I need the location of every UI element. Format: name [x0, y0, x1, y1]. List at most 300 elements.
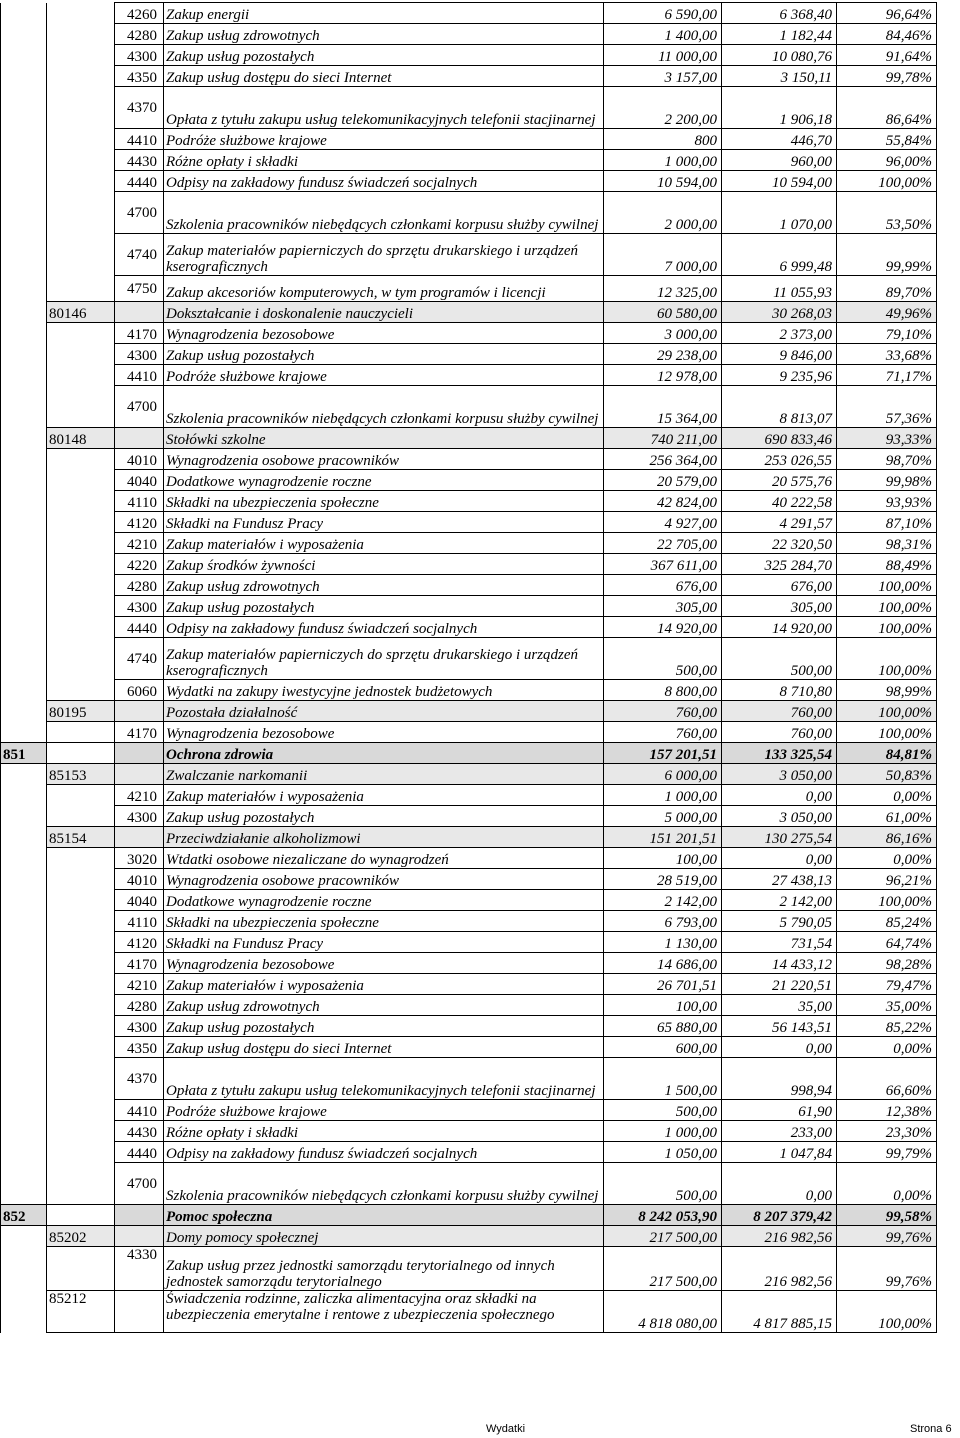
execution-value: 1 047,84	[722, 1142, 837, 1163]
empty-cell	[47, 470, 115, 491]
percent-value: 0,00%	[837, 1037, 937, 1058]
execution-value: 960,00	[722, 150, 837, 171]
execution-value: 14 433,12	[722, 953, 837, 974]
percent-value: 99,76%	[837, 1226, 937, 1247]
row-description: Zakup materiałów papierniczych do sprzętu drukarskiego i urządzeń kserograficznych	[164, 234, 604, 276]
plan-value: 1 400,00	[604, 24, 722, 45]
execution-value: 133 325,54	[722, 743, 837, 764]
execution-value: 9 846,00	[722, 344, 837, 365]
table-row	[1, 1100, 937, 1121]
execution-value: 8 710,80	[722, 680, 837, 701]
dzial-code: 852	[1, 1205, 47, 1226]
percent-value: 99,76%	[837, 1247, 937, 1291]
empty-cell	[1, 554, 47, 575]
row-description: Zakup usług zdrowotnych	[164, 995, 604, 1016]
percent-value: 64,74%	[837, 932, 937, 953]
empty-cell	[1, 1058, 47, 1100]
row-description: Przeciwdziałanie alkoholizmowi	[164, 827, 604, 848]
percent-value: 35,00%	[837, 995, 937, 1016]
paragraf-code: 4370	[115, 1058, 164, 1100]
table-row	[1, 764, 937, 785]
paragraf-code: 4430	[115, 150, 164, 171]
row-description: Opłata z tytułu zakupu usług telekomunikacyjnych telefonii stacjinarnej	[164, 1058, 604, 1100]
row-description: Zakup materiałów i wyposażenia	[164, 974, 604, 995]
paragraf-code: 4740	[115, 638, 164, 680]
empty-cell	[47, 911, 115, 932]
empty-cell	[115, 428, 164, 449]
empty-cell	[1, 638, 47, 680]
paragraf-code: 4700	[115, 1163, 164, 1205]
execution-value: 305,00	[722, 596, 837, 617]
empty-cell	[47, 554, 115, 575]
execution-value: 760,00	[722, 722, 837, 743]
empty-cell	[47, 323, 115, 344]
plan-value: 29 238,00	[604, 344, 722, 365]
row-description: Szkolenia pracowników niebędących członkami korpusu służby cywilnej	[164, 192, 604, 234]
paragraf-code: 4110	[115, 911, 164, 932]
row-description: Składki na Fundusz Pracy	[164, 932, 604, 953]
empty-cell	[115, 302, 164, 323]
percent-value: 91,64%	[837, 45, 937, 66]
plan-value: 3 157,00	[604, 66, 722, 87]
empty-cell	[115, 827, 164, 848]
percent-value: 99,98%	[837, 470, 937, 491]
page-footer	[0, 1423, 960, 1438]
percent-value: 84,46%	[837, 24, 937, 45]
row-description: Zakup usług zdrowotnych	[164, 575, 604, 596]
execution-value: 3 050,00	[722, 806, 837, 827]
execution-value: 10 080,76	[722, 45, 837, 66]
row-description: Świadczenia rodzinne, zaliczka alimentacyjna oraz składki na ubezpieczenia emerytalne i rentowe z ubezpieczenia społecznego	[164, 1291, 604, 1333]
execution-value: 760,00	[722, 701, 837, 722]
execution-value: 0,00	[722, 1163, 837, 1205]
percent-value: 100,00%	[837, 171, 937, 192]
execution-value: 27 438,13	[722, 869, 837, 890]
plan-value: 65 880,00	[604, 1016, 722, 1037]
row-description: Zakup usług pozostałych	[164, 45, 604, 66]
percent-value: 57,36%	[837, 386, 937, 428]
execution-value: 8 207 379,42	[722, 1205, 837, 1226]
plan-value: 151 201,51	[604, 827, 722, 848]
empty-cell	[1, 575, 47, 596]
execution-value: 10 594,00	[722, 171, 837, 192]
percent-value: 50,83%	[837, 764, 937, 785]
empty-cell	[47, 533, 115, 554]
empty-cell	[115, 1291, 164, 1333]
plan-value: 60 580,00	[604, 302, 722, 323]
empty-cell	[47, 24, 115, 45]
row-description: Pozostała działalność	[164, 701, 604, 722]
execution-value: 3 150,11	[722, 66, 837, 87]
execution-value: 731,54	[722, 932, 837, 953]
plan-value: 14 920,00	[604, 617, 722, 638]
empty-cell	[1, 1226, 47, 1247]
execution-value: 35,00	[722, 995, 837, 1016]
row-description: Wynagrodzenia osobowe pracowników	[164, 449, 604, 470]
row-description: Dodatkowe wynagrodzenie roczne	[164, 890, 604, 911]
percent-value: 100,00%	[837, 617, 937, 638]
percent-value: 100,00%	[837, 1291, 937, 1333]
plan-value: 1 050,00	[604, 1142, 722, 1163]
row-description: Podróże służbowe krajowe	[164, 1100, 604, 1121]
table-row	[1, 386, 937, 428]
percent-value: 96,21%	[837, 869, 937, 890]
execution-value: 6 368,40	[722, 3, 837, 24]
execution-value: 6 999,48	[722, 234, 837, 276]
execution-value: 4 291,57	[722, 512, 837, 533]
execution-value: 20 575,76	[722, 470, 837, 491]
plan-value: 1 000,00	[604, 785, 722, 806]
empty-cell	[1, 470, 47, 491]
percent-value: 100,00%	[837, 596, 937, 617]
sheet-name: Wydatki	[486, 1423, 526, 1435]
row-description: Zakup usług pozostałych	[164, 344, 604, 365]
table-row	[1, 932, 937, 953]
plan-value: 4 818 080,00	[604, 1291, 722, 1333]
empty-cell	[47, 344, 115, 365]
empty-cell	[1, 45, 47, 66]
empty-cell	[1, 386, 47, 428]
empty-cell	[1, 323, 47, 344]
percent-value: 98,28%	[837, 953, 937, 974]
percent-value: 93,93%	[837, 491, 937, 512]
table-row	[1, 806, 937, 827]
percent-value: 93,33%	[837, 428, 937, 449]
empty-cell	[1, 1037, 47, 1058]
empty-cell	[47, 575, 115, 596]
execution-value: 0,00	[722, 1037, 837, 1058]
row-description: Wtdatki osobowe niezaliczane do wynagrodzeń	[164, 848, 604, 869]
plan-value: 256 364,00	[604, 449, 722, 470]
percent-value: 88,49%	[837, 554, 937, 575]
table-row	[1, 596, 937, 617]
paragraf-code: 4330	[115, 1247, 164, 1291]
row-description: Pomoc społeczna	[164, 1205, 604, 1226]
table-row	[1, 1016, 937, 1037]
empty-cell	[1, 491, 47, 512]
empty-cell	[47, 1058, 115, 1100]
empty-cell	[1, 449, 47, 470]
empty-cell	[1, 3, 47, 24]
table-row	[1, 1226, 937, 1247]
execution-value: 446,70	[722, 129, 837, 150]
table-row	[1, 827, 937, 848]
plan-value: 7 000,00	[604, 234, 722, 276]
empty-cell	[1, 276, 47, 302]
row-description: Różne opłaty i składki	[164, 150, 604, 171]
empty-cell	[47, 192, 115, 234]
empty-cell	[1, 911, 47, 932]
empty-cell	[1, 995, 47, 1016]
row-description: Zakup energii	[164, 3, 604, 24]
table-row	[1, 995, 937, 1016]
table-row	[1, 575, 937, 596]
percent-value: 98,70%	[837, 449, 937, 470]
execution-value: 0,00	[722, 785, 837, 806]
row-description: Zakup materiałów papierniczych do sprzętu drukarskiego i urządzeń kserograficznych	[164, 638, 604, 680]
execution-value: 1 070,00	[722, 192, 837, 234]
execution-value: 500,00	[722, 638, 837, 680]
empty-cell	[47, 449, 115, 470]
table-row	[1, 45, 937, 66]
table-row	[1, 848, 937, 869]
percent-value: 23,30%	[837, 1121, 937, 1142]
empty-cell	[1, 869, 47, 890]
plan-value: 15 364,00	[604, 386, 722, 428]
paragraf-code: 4170	[115, 323, 164, 344]
table-row	[1, 1058, 937, 1100]
page-number: Strona 6	[910, 1423, 952, 1435]
percent-value: 96,00%	[837, 150, 937, 171]
plan-value: 500,00	[604, 1163, 722, 1205]
empty-cell	[47, 276, 115, 302]
empty-cell	[1, 302, 47, 323]
plan-value: 500,00	[604, 1100, 722, 1121]
empty-cell	[1, 722, 47, 743]
execution-value: 1 906,18	[722, 87, 837, 129]
plan-value: 20 579,00	[604, 470, 722, 491]
plan-value: 4 927,00	[604, 512, 722, 533]
percent-value: 71,17%	[837, 365, 937, 386]
empty-cell	[47, 1100, 115, 1121]
table-row	[1, 234, 937, 276]
plan-value: 14 686,00	[604, 953, 722, 974]
table-row	[1, 302, 937, 323]
row-description: Składki na Fundusz Pracy	[164, 512, 604, 533]
rozdzial-code: 85212	[47, 1291, 115, 1333]
empty-cell	[47, 1142, 115, 1163]
table-row	[1, 890, 937, 911]
table-row	[1, 344, 937, 365]
empty-cell	[1, 680, 47, 701]
table-row	[1, 722, 937, 743]
paragraf-code: 4210	[115, 533, 164, 554]
row-description: Podróże służbowe krajowe	[164, 365, 604, 386]
percent-value: 100,00%	[837, 638, 937, 680]
row-description: Odpisy na zakładowy fundusz świadczeń socjalnych	[164, 1142, 604, 1163]
percent-value: 100,00%	[837, 722, 937, 743]
row-description: Zakup akcesoriów komputerowych, w tym programów i licencji	[164, 276, 604, 302]
percent-value: 89,70%	[837, 276, 937, 302]
row-description: Szkolenia pracowników niebędących członkami korpusu służby cywilnej	[164, 386, 604, 428]
empty-cell	[1, 533, 47, 554]
empty-cell	[1, 66, 47, 87]
plan-value: 1 000,00	[604, 150, 722, 171]
table-row	[1, 533, 937, 554]
percent-value: 49,96%	[837, 302, 937, 323]
plan-value: 760,00	[604, 701, 722, 722]
empty-cell	[47, 722, 115, 743]
row-description: Wynagrodzenia bezosobowe	[164, 722, 604, 743]
percent-value: 86,64%	[837, 87, 937, 129]
percent-value: 0,00%	[837, 785, 937, 806]
table-row	[1, 1037, 937, 1058]
paragraf-code: 4210	[115, 785, 164, 806]
paragraf-code: 4280	[115, 24, 164, 45]
empty-cell	[1, 617, 47, 638]
table-row	[1, 24, 937, 45]
row-description: Zakup materiałów i wyposażenia	[164, 533, 604, 554]
empty-cell	[1, 87, 47, 129]
row-description: Domy pomocy społecznej	[164, 1226, 604, 1247]
execution-value: 5 790,05	[722, 911, 837, 932]
empty-cell	[1, 701, 47, 722]
empty-cell	[47, 869, 115, 890]
plan-value: 367 611,00	[604, 554, 722, 575]
empty-cell	[1, 1121, 47, 1142]
execution-value: 233,00	[722, 1121, 837, 1142]
paragraf-code: 4410	[115, 129, 164, 150]
empty-cell	[47, 1037, 115, 1058]
paragraf-code: 4430	[115, 1121, 164, 1142]
execution-value: 216 982,56	[722, 1247, 837, 1291]
plan-value: 217 500,00	[604, 1247, 722, 1291]
plan-value: 28 519,00	[604, 869, 722, 890]
empty-cell	[47, 1163, 115, 1205]
plan-value: 1 500,00	[604, 1058, 722, 1100]
plan-value: 305,00	[604, 596, 722, 617]
empty-cell	[1, 932, 47, 953]
paragraf-code: 4010	[115, 869, 164, 890]
empty-cell	[1, 428, 47, 449]
percent-value: 99,79%	[837, 1142, 937, 1163]
percent-value: 86,16%	[837, 827, 937, 848]
percent-value: 0,00%	[837, 1163, 937, 1205]
table-row	[1, 1247, 937, 1291]
table-row	[1, 491, 937, 512]
paragraf-code: 4300	[115, 596, 164, 617]
row-description: Zakup środków żywności	[164, 554, 604, 575]
execution-value: 2 142,00	[722, 890, 837, 911]
empty-cell	[47, 848, 115, 869]
row-description: Zakup usług dostępu do sieci Internet	[164, 66, 604, 87]
table-row	[1, 743, 937, 764]
empty-cell	[1, 192, 47, 234]
paragraf-code: 4220	[115, 554, 164, 575]
percent-value: 99,78%	[837, 66, 937, 87]
empty-cell	[115, 1226, 164, 1247]
row-description: Odpisy na zakładowy fundusz świadczeń socjalnych	[164, 171, 604, 192]
execution-value: 676,00	[722, 575, 837, 596]
empty-cell	[47, 617, 115, 638]
empty-cell	[47, 890, 115, 911]
rozdzial-code: 80195	[47, 701, 115, 722]
empty-cell	[115, 743, 164, 764]
empty-cell	[1, 150, 47, 171]
execution-value: 325 284,70	[722, 554, 837, 575]
row-description: Wynagrodzenia osobowe pracowników	[164, 869, 604, 890]
execution-value: 8 813,07	[722, 386, 837, 428]
rozdzial-code: 80146	[47, 302, 115, 323]
execution-value: 56 143,51	[722, 1016, 837, 1037]
row-description: Odpisy na zakładowy fundusz świadczeń socjalnych	[164, 617, 604, 638]
paragraf-code: 4120	[115, 512, 164, 533]
plan-value: 760,00	[604, 722, 722, 743]
empty-cell	[47, 491, 115, 512]
table-row	[1, 449, 937, 470]
row-description: Wydatki na zakupy iwestycyjne jednostek budżetowych	[164, 680, 604, 701]
empty-cell	[47, 386, 115, 428]
empty-cell	[47, 806, 115, 827]
percent-value: 96,64%	[837, 3, 937, 24]
row-description: Zakup usług przez jednostki samorządu terytorialnego od innych jednostek samorządu terytorialnego	[164, 1247, 604, 1291]
row-description: Stołówki szkolne	[164, 428, 604, 449]
plan-value: 3 000,00	[604, 323, 722, 344]
empty-cell	[47, 234, 115, 276]
empty-cell	[1, 974, 47, 995]
paragraf-code: 4350	[115, 1037, 164, 1058]
rozdzial-code: 85154	[47, 827, 115, 848]
plan-value: 2 000,00	[604, 192, 722, 234]
table-row	[1, 1121, 937, 1142]
table-row	[1, 365, 937, 386]
plan-value: 1 130,00	[604, 932, 722, 953]
paragraf-code: 4440	[115, 617, 164, 638]
percent-value: 33,68%	[837, 344, 937, 365]
percent-value: 84,81%	[837, 743, 937, 764]
execution-value: 0,00	[722, 848, 837, 869]
paragraf-code: 4370	[115, 87, 164, 129]
table-row	[1, 1291, 937, 1333]
empty-cell	[1, 1163, 47, 1205]
table-row	[1, 171, 937, 192]
paragraf-code: 4120	[115, 932, 164, 953]
execution-value: 21 220,51	[722, 974, 837, 995]
empty-cell	[47, 1016, 115, 1037]
table-row	[1, 87, 937, 129]
table-row	[1, 953, 937, 974]
empty-cell	[1, 24, 47, 45]
empty-cell	[1, 1100, 47, 1121]
plan-value: 26 701,51	[604, 974, 722, 995]
plan-value: 100,00	[604, 995, 722, 1016]
empty-cell	[47, 129, 115, 150]
paragraf-code: 4110	[115, 491, 164, 512]
table-row	[1, 150, 937, 171]
percent-value: 79,10%	[837, 323, 937, 344]
percent-value: 79,47%	[837, 974, 937, 995]
row-description: Ochrona zdrowia	[164, 743, 604, 764]
table-row	[1, 680, 937, 701]
plan-value: 6 590,00	[604, 3, 722, 24]
empty-cell	[1, 764, 47, 785]
paragraf-code: 4350	[115, 66, 164, 87]
plan-value: 6 000,00	[604, 764, 722, 785]
plan-value: 8 242 053,90	[604, 1205, 722, 1226]
empty-cell	[47, 974, 115, 995]
percent-value: 100,00%	[837, 701, 937, 722]
plan-value: 157 201,51	[604, 743, 722, 764]
execution-value: 30 268,03	[722, 302, 837, 323]
empty-cell	[115, 1205, 164, 1226]
plan-value: 1 000,00	[604, 1121, 722, 1142]
table-row	[1, 192, 937, 234]
empty-cell	[115, 764, 164, 785]
row-description: Szkolenia pracowników niebędących członkami korpusu służby cywilnej	[164, 1163, 604, 1205]
table-row	[1, 512, 937, 533]
percent-value: 100,00%	[837, 890, 937, 911]
row-description: Różne opłaty i składki	[164, 1121, 604, 1142]
table-row	[1, 129, 937, 150]
empty-cell	[47, 680, 115, 701]
plan-value: 12 325,00	[604, 276, 722, 302]
percent-value: 61,00%	[837, 806, 937, 827]
execution-value: 2 373,00	[722, 323, 837, 344]
table-row	[1, 785, 937, 806]
paragraf-code: 4440	[115, 1142, 164, 1163]
row-description: Zwalczanie narkomanii	[164, 764, 604, 785]
empty-cell	[1, 1016, 47, 1037]
